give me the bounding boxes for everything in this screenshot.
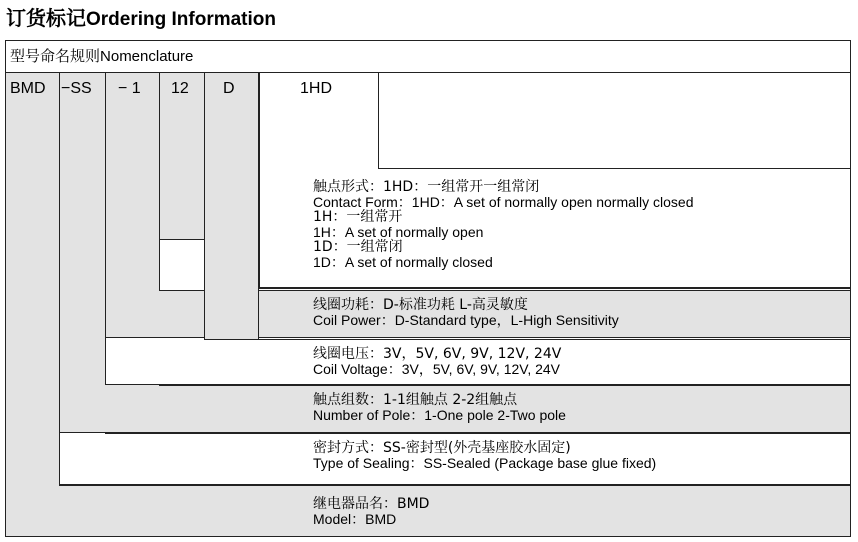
row-divider-poles (159, 385, 851, 386)
sealing-desc (313, 441, 656, 471)
contact-form-line-4: 1H：A set of normally open (313, 224, 484, 240)
power-fill (204, 72, 259, 340)
contact-form-line-5: 1D：一组常闭 (313, 239, 403, 255)
row-divider-model (59, 485, 851, 486)
table-header (10, 48, 193, 65)
code-contact: 1HD (300, 80, 333, 97)
code-poles: − 1 (118, 80, 141, 97)
row-divider-voltage (204, 339, 851, 340)
title-cn: 订货标记 (6, 6, 86, 30)
contact-form-desc (313, 180, 693, 270)
coil-power-desc (313, 298, 619, 328)
sealing-line-1: 密封方式：SS-密封型(外壳基座胶水固定) (313, 440, 571, 456)
sealing-line-2: Type of Sealing：SS-Sealed (Package base glue fixed) (313, 455, 657, 471)
code-voltage: 12 (171, 80, 189, 97)
header-en: Nomenclature (100, 48, 194, 65)
contact-form-line-2: Contact Form：1HD：A set of normally open normally closed (313, 194, 694, 210)
poles-desc (313, 393, 566, 423)
code-ss: −SS (61, 80, 92, 97)
contact-form-line-3: 1H：一组常开 (313, 209, 403, 225)
coil-voltage-desc (313, 347, 561, 377)
page-title (6, 6, 276, 32)
row-divider-sealing (105, 433, 851, 434)
model-desc (313, 497, 429, 527)
coil-voltage-line-1: 线圈电压：3V，5V, 6V, 9V, 12V, 24V (313, 346, 562, 362)
header-cn: 型号命名规则 (10, 47, 101, 65)
coil-voltage-line-2: Coil Voltage：3V，5V, 6V, 9V, 12V, 24V (313, 361, 561, 377)
row-divider-power (259, 288, 851, 289)
code-power: D (223, 80, 235, 97)
code-bmd: BMD (10, 80, 46, 97)
poles-line-1: 触点组数：1-1组触点 2-2组触点 (313, 392, 518, 408)
blank-cell (378, 72, 851, 169)
contact-form-line-1: 触点形式：1HD：一组常开一组常闭 (313, 179, 540, 195)
coil-power-line-1: 线圈功耗：D-标准功耗 L-高灵敏度 (313, 297, 528, 313)
title-en: Ordering Information (86, 9, 276, 30)
coil-power-line-2: Coil Power：D-Standard type，L-High Sensitivity (313, 312, 619, 328)
model-line-1: 继电器品名：BMD (313, 496, 430, 512)
model-line-2: Model：BMD (313, 511, 397, 527)
poles-line-2: Number of Pole：1-One pole 2-Two pole (313, 407, 566, 423)
contact-form-line-6: 1D：A set of normally closed (313, 254, 493, 270)
